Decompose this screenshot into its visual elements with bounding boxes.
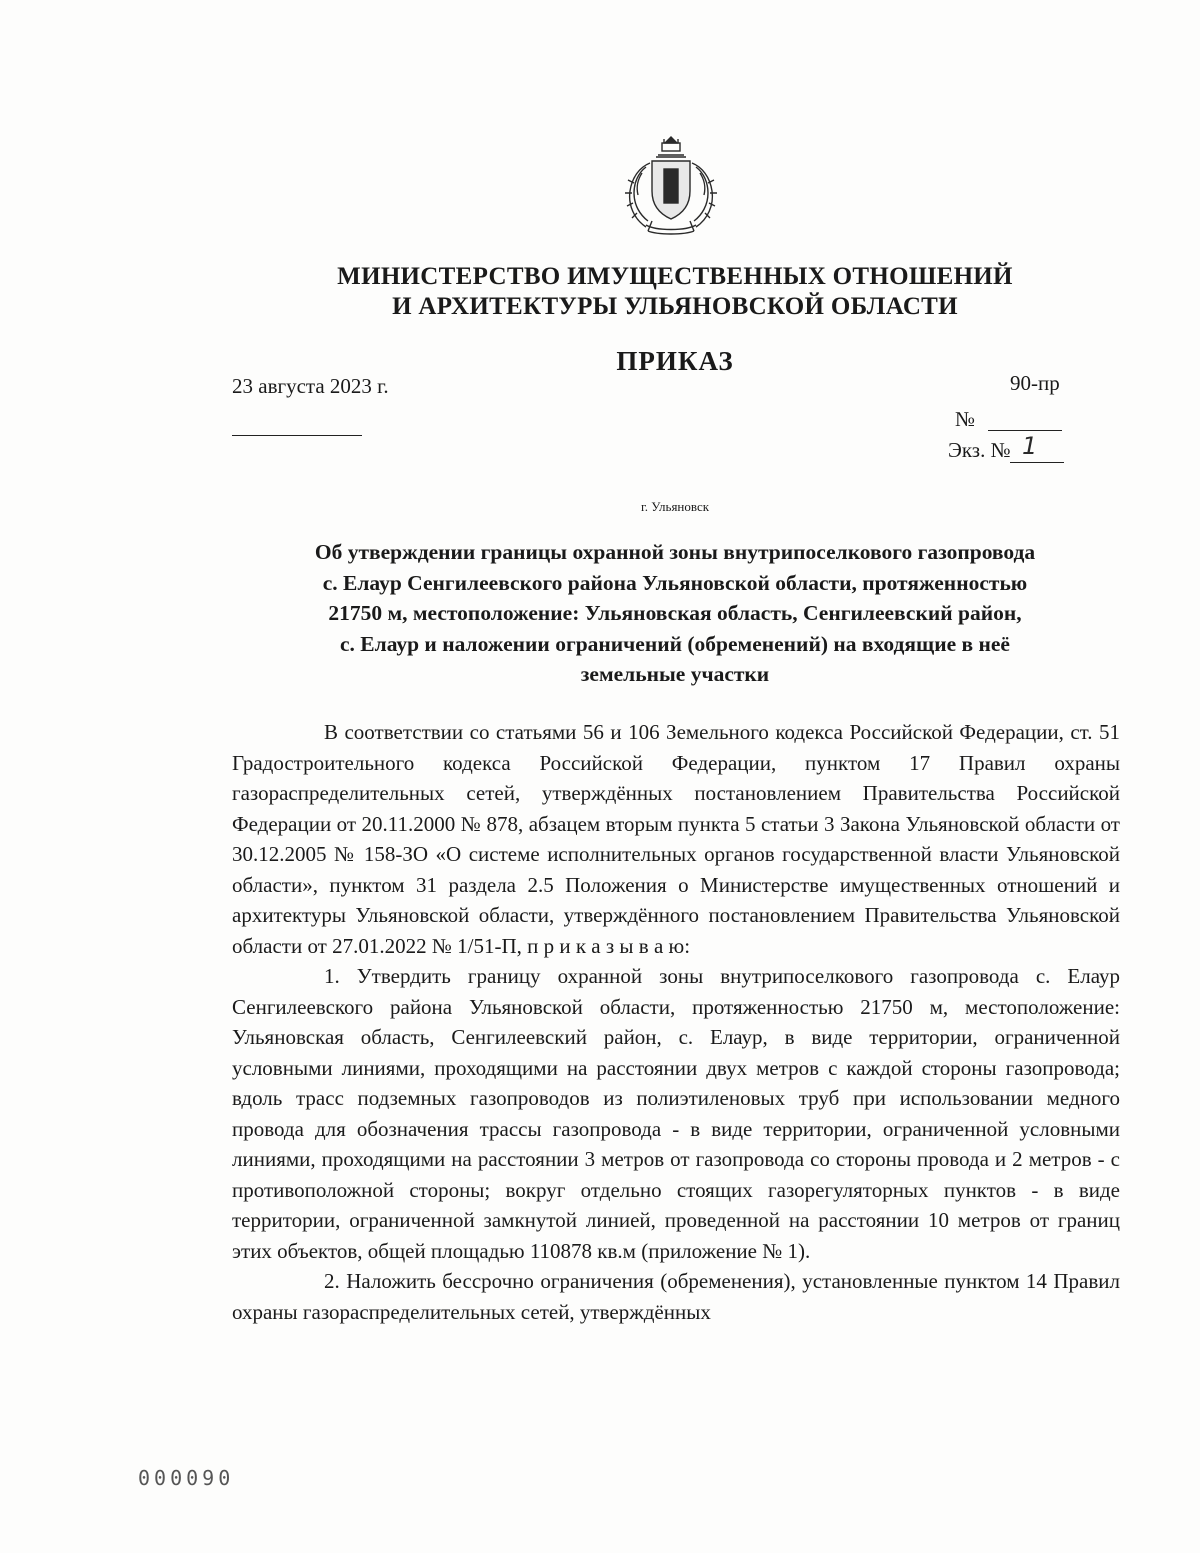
coat-of-arms-icon (612, 133, 730, 238)
preamble-paragraph: В соответствии со статьями 56 и 106 Земельного кодекса Российской Федерации, ст. 51 Градостроительного кодекса Российской Федерации, пунктом 17 Правил охраны газораспределительных сетей, утверждённых постановлением Правительства Российской Федерации от 20.11.2000 № 878, абзацем вторым пункта 5 статьи 3 Закона Ульяновской области от 30.12.2005 № 158-ЗО «О системе исполнительных органов государственной власти Ульяновской области», пунктом 31 раздела 2.5 Положения о Министерстве имущественных отношений и архитектуры Ульяновской области, утверждённого постановлением Правительства Ульяновской области от 27.01.2022 № 1/51-П, п р и к а з ы в а ю: (232, 720, 1120, 958)
subject-line-3: 21750 м, местоположение: Ульяновская область, Сенгилеевский район, (328, 601, 1022, 625)
order-number: 90-пр (1010, 371, 1060, 395)
ministry-name (300, 262, 1050, 322)
number-underline (988, 430, 1062, 431)
order-body (232, 717, 1120, 1327)
subject-line-5: земельные участки (580, 662, 770, 686)
copy-label: Экз. № (948, 438, 1011, 462)
ministry-name-line-1: МИНИСТЕРСТВО ИМУЩЕСТВЕННЫХ ОТНОШЕНИЙ (337, 263, 1013, 290)
subject-line-1: Об утверждении границы охранной зоны внутрипоселкового газопровода (314, 540, 1036, 564)
order-date: 23 августа 2023 г. (232, 374, 389, 398)
item-2-paragraph: 2. Наложить бессрочно ограничения (обременения), установленные пунктом 14 Правил охраны газораспределительных сетей, утверждённых (232, 1269, 1120, 1324)
subject-line-4: с. Елаур и наложении ограничений (обременений) на входящие в неё (340, 631, 1010, 656)
item-1-paragraph: 1. Утвердить границу охранной зоны внутрипоселкового газопровода с. Елаур Сенгилеевского района Ульяновской области, протяженностью 21750 м, местоположение: Ульяновская область, Сенгилеевский район, с. Елаур, в виде территории, ограниченной условными линиями, проходящими на расстоянии двух метров с каждой стороны газопровода; вдоль трасс подземных газопроводов из полиэтиленовых труб при использовании медного провода для обозначения трассы газопровода - в виде территории, ограниченной условными линиями, проходящими на расстоянии 3 метров от газопровода со стороны провода и 2 метров - с противоположной стороны; вокруг отдельно стоящих газорегуляторных пунктов - в виде территории, ограниченной замкнутой линией, проведенной на расстоянии 10 метров от границ этих объектов, общей площадью 110878 кв.м (приложение № 1). (232, 964, 1120, 1263)
date-underline (232, 435, 362, 436)
ministry-name-line-2: И АРХИТЕКТУРЫ УЛЬЯНОВСКОЙ ОБЛАСТИ (392, 293, 958, 320)
document-stamp-number: 000090 (138, 1466, 235, 1490)
order-subject (230, 537, 1120, 690)
number-label: № (955, 407, 976, 431)
copy-number: 1 (1022, 432, 1038, 460)
copy-underline (1010, 462, 1064, 463)
subject-line-2: с. Елаур Сенгилеевского района Ульяновской области, протяженностью (322, 570, 1028, 595)
city: г. Ульяновск (640, 499, 710, 514)
document-type: ПРИКАЗ (616, 346, 734, 376)
